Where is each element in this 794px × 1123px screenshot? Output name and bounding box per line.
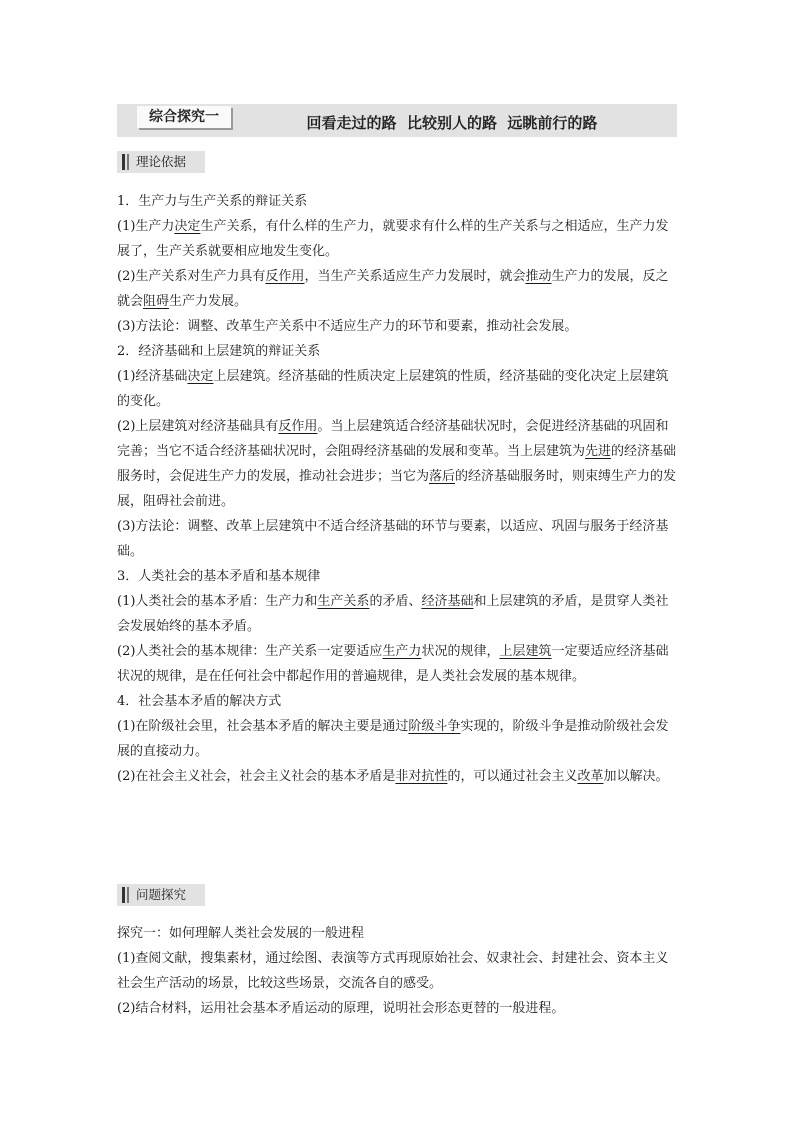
theory-paragraph	[117, 414, 679, 514]
theory-paragraph	[117, 639, 679, 689]
problem-paragraph: 探究一：如何理解人类社会发展的一般进程	[117, 926, 365, 941]
text-segment: (2)人类社会的基本规律：生产关系一定要适应	[117, 644, 383, 659]
underlined-term: 决定	[174, 219, 201, 234]
underlined-term: 生产力	[382, 644, 422, 659]
problem-section-label: 问题探究	[117, 884, 205, 906]
text-segment: (2)上层建筑对经济基础具有	[117, 419, 279, 434]
theory-paragraph	[117, 264, 679, 314]
underlined-term: 非对抗性	[395, 769, 448, 784]
text-segment: 的矛盾、	[369, 594, 422, 609]
text-segment: (1)在阶级社会里，社会基本矛盾的解决主要是通过	[117, 719, 409, 734]
label-bar-icon	[127, 154, 129, 170]
theory-paragraph	[117, 764, 679, 789]
text-segment: 3．人类社会的基本矛盾和基本规律	[117, 569, 321, 584]
text-segment: 状况的规律，	[421, 644, 500, 659]
problem-paragraph: (2)结合材料，运用社会基本矛盾运动的原理，说明社会形态更替的一般进程。	[117, 1001, 565, 1016]
text-segment: (3)方法论：调整、改革上层建筑中不适合经济基础的环节与要素，以适应、巩固与服务于经济基础。	[117, 519, 669, 559]
theory-paragraph	[117, 364, 679, 414]
underlined-term: 先进	[585, 444, 612, 459]
label-bar-icon	[127, 887, 129, 903]
text-segment: 生产关系，有什么样的生产力，就要求有什么样的生产关系与之相适应，生产力发展了，生产关系就要相应地发生变化。	[117, 219, 669, 259]
theory-section-label: 理论依据	[117, 151, 205, 173]
theory-paragraph	[117, 314, 679, 339]
underlined-term: 反作用	[278, 419, 318, 434]
theory-paragraph	[117, 214, 679, 264]
theory-paragraph	[117, 589, 679, 639]
label-bar-icon	[122, 887, 125, 903]
underlined-term: 生产关系	[317, 594, 370, 609]
problem-paragraph: (1)查阅文献，搜集素材，通过绘图、表演等方式再现原始社会、奴隶社会、封建社会、资本主义社会生产活动的场景，比较这些场景，交流各自的感受。	[117, 951, 669, 991]
theory-paragraph	[117, 689, 679, 714]
text-segment: (3)方法论：调整、改革生产关系中不适应生产力的环节和要素，推动社会发展。	[117, 319, 578, 334]
text-segment: 实现的，阶级斗争是推动阶级社会发展的直接动力。	[117, 719, 669, 759]
underlined-term: 阻碍	[143, 294, 170, 309]
text-segment: (1)经济基础	[117, 369, 188, 384]
text-segment: 一定要适应经济基础状况的规律，是在任何社会中都起作用的普遍规律，是人类社会发展的基本规律。	[117, 644, 669, 684]
problem-content	[117, 921, 679, 1021]
text-segment: 加以解决。	[603, 769, 669, 784]
text-segment: 生产力发展。	[169, 294, 248, 309]
banner-tab: 综合探究一	[137, 106, 231, 128]
theory-paragraph	[117, 514, 679, 564]
underlined-term: 决定	[187, 369, 214, 384]
text-segment: (2)生产关系对生产力具有	[117, 269, 266, 284]
text-segment: (1)人类社会的基本矛盾：生产力和	[117, 594, 318, 609]
text-segment: ，当生产关系适应生产力发展时，就会	[304, 269, 526, 284]
text-segment: 和上层建筑的矛盾，是贯穿人类社会发展始终的基本矛盾。	[117, 594, 669, 634]
text-segment: (1)生产力	[117, 219, 175, 234]
theory-paragraph	[117, 564, 679, 589]
text-segment: 的经济基础服务时，则束缚生产力的发展，阻碍社会前进。	[117, 469, 677, 509]
underlined-term: 改革	[577, 769, 604, 784]
underlined-term: 经济基础	[421, 594, 474, 609]
banner-title: 回看走过的路 比较别人的路 远眺前行的路	[306, 114, 598, 132]
text-segment: 的，可以通过社会主义	[447, 769, 578, 784]
underlined-term: 上层建筑	[499, 644, 552, 659]
label-bar-icon	[122, 154, 125, 170]
underlined-term: 阶级斗争	[408, 719, 461, 734]
theory-paragraph	[117, 189, 679, 214]
text-segment: 生产力的发展，反之就会	[117, 269, 669, 309]
underlined-term: 落后	[429, 469, 456, 484]
text-segment: (2)在社会主义社会，社会主义社会的基本矛盾是	[117, 769, 396, 784]
theory-paragraph	[117, 714, 679, 764]
underlined-term: 推动	[525, 269, 552, 284]
text-segment: 上层建筑。经济基础的性质决定上层建筑的性质，经济基础的变化决定上层建筑的变化。	[117, 369, 669, 409]
text-segment: 1．生产力与生产关系的辩证关系	[117, 194, 308, 209]
theory-paragraph	[117, 339, 679, 364]
underlined-term: 反作用	[265, 269, 305, 284]
text-segment: 。当上层建筑适合经济基础状况时，会促进经济基础的巩固和完善；当它不适合经济基础状况时，会阻碍经济基础的发展和变革。当上层建筑为	[117, 419, 669, 459]
text-segment: 4．社会基本矛盾的解决方式	[117, 694, 282, 709]
theory-content	[117, 189, 679, 789]
text-segment: 的经济基础服务时，会促进生产力的发展，推动社会进步；当它为	[117, 444, 677, 484]
text-segment: 2．经济基础和上层建筑的辩证关系	[117, 344, 321, 359]
